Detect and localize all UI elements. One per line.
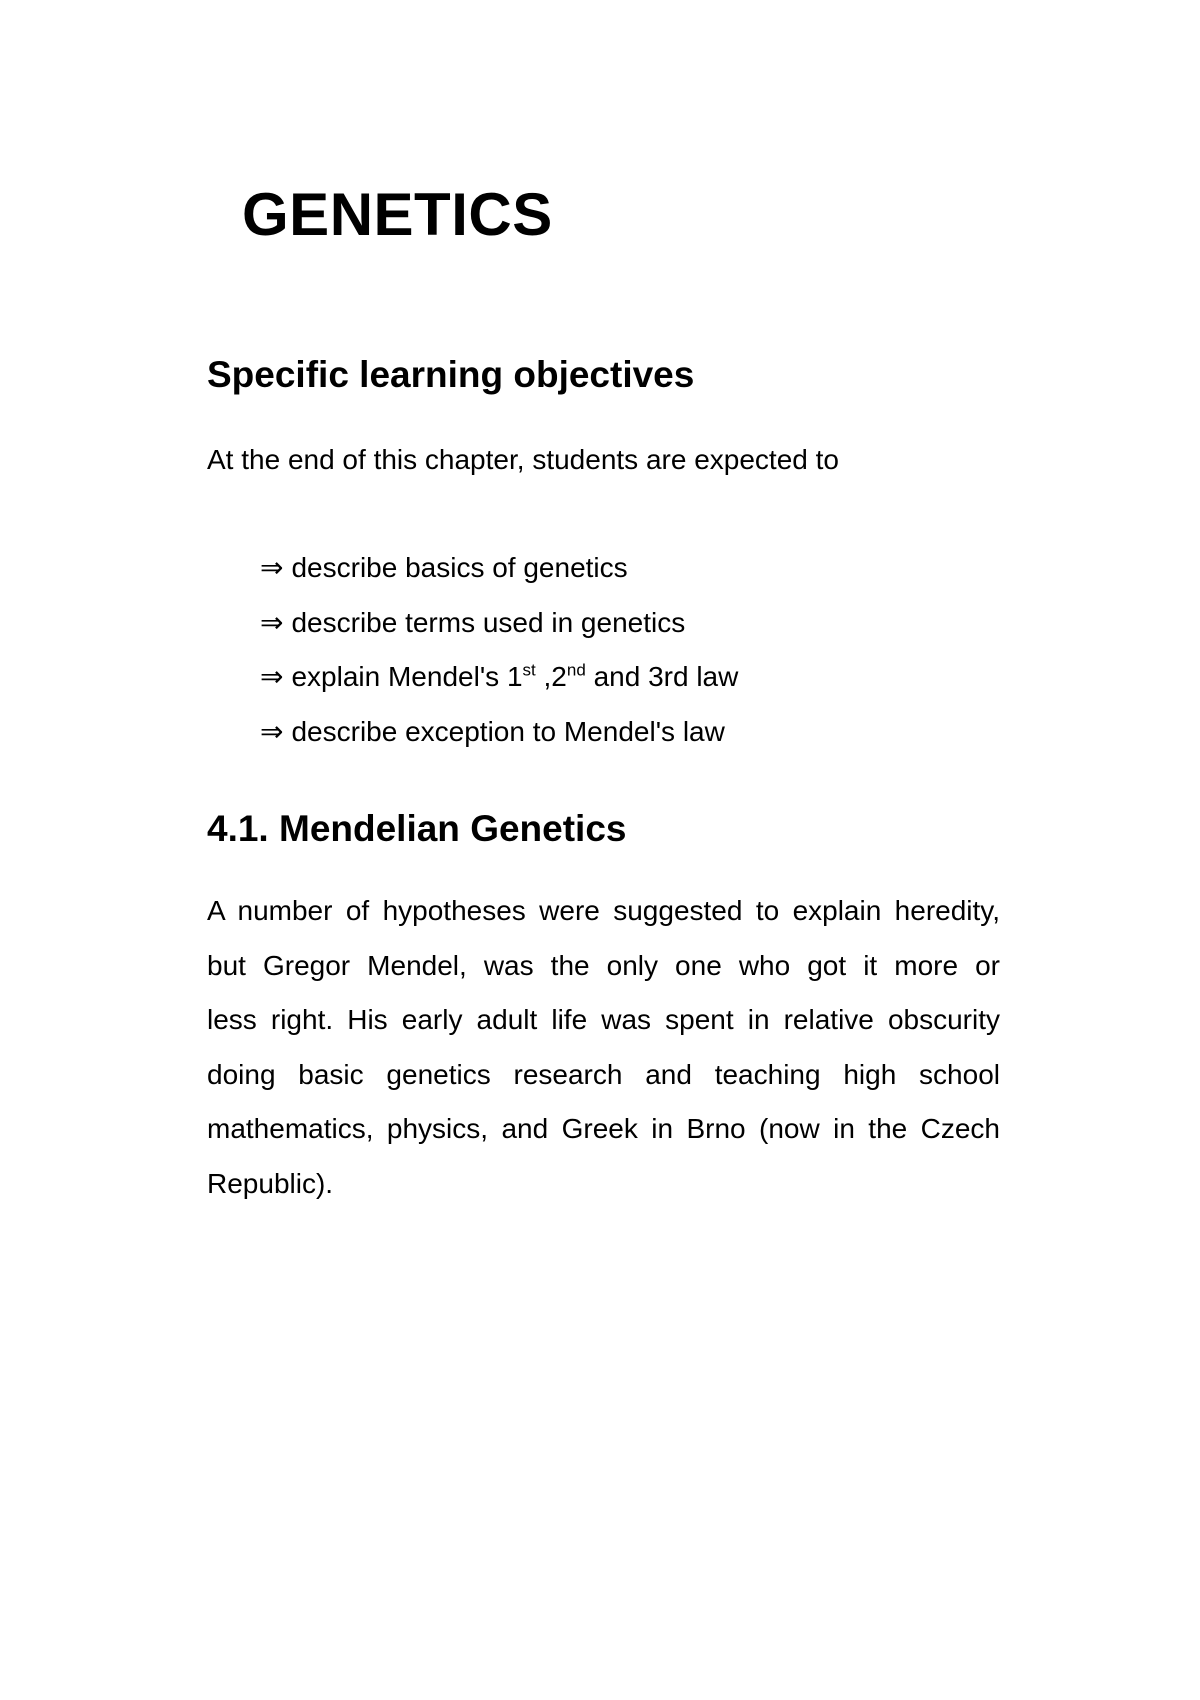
right-double-arrow-icon: ⇒ [260,552,284,583]
objectives-heading: Specific learning objectives [207,354,695,395]
objective-item [260,705,738,760]
objective-text-part: ,2 [535,661,567,692]
objectives-intro: At the end of this chapter, students are expected to [207,444,839,475]
page-title: GENETICS [242,181,553,248]
ordinal-suffix: st [522,660,536,680]
right-double-arrow-icon: ⇒ [260,606,284,638]
objective-text-part: explain Mendel's 1 [291,661,523,692]
right-double-arrow-icon: ⇒ [260,661,284,692]
objective-item [260,541,738,596]
objective-text-part: and 3rd law [585,661,739,692]
objective-text: describe terms used in genetics [291,606,686,638]
section-paragraph: A number of hypotheses were suggested to explain heredity, but Gregor Mendel, was the only one who got it more or less right. His early adult life was spent in relative obscurity doing basic genetics research and teaching high school mathematics, physics, and Greek in Brno (now in the Czech Republic). [207,895,1000,1199]
right-double-arrow-icon: ⇒ [260,715,284,747]
objectives-list [260,541,738,759]
ordinal-suffix: nd [566,660,586,680]
section-heading: 4.1. Mendelian Genetics [207,808,627,849]
objective-item [260,650,738,705]
objective-text: describe exception to Mendel's law [291,715,725,747]
objective-text: describe basics of genetics [291,552,628,583]
objective-item [260,596,738,651]
